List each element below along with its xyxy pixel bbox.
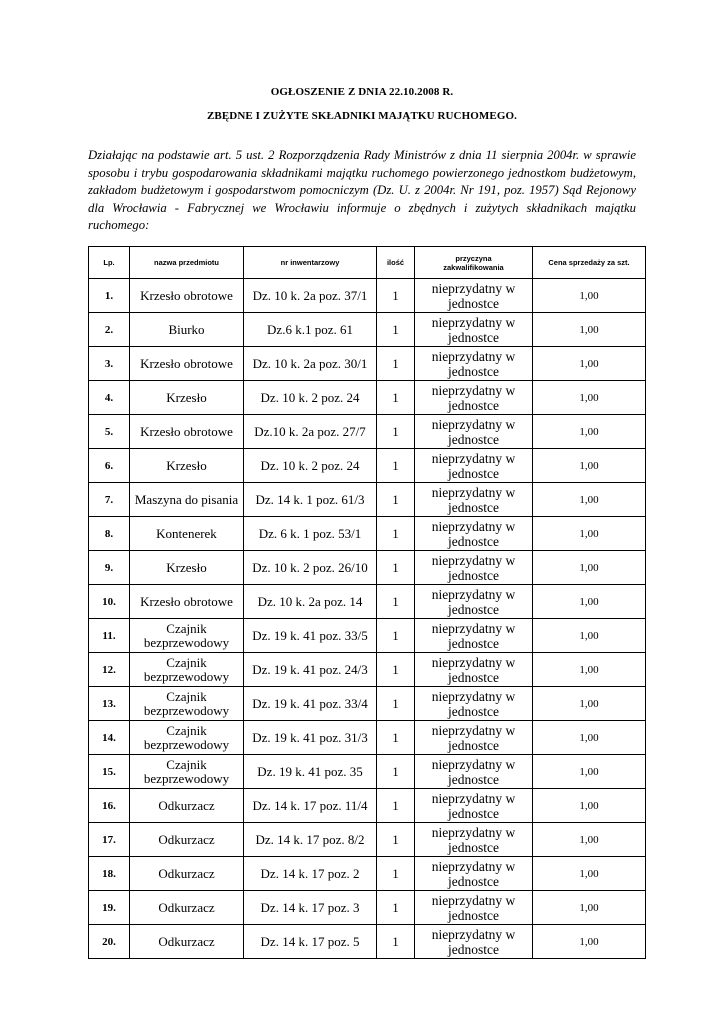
row-number-cell: 16.: [89, 789, 130, 823]
price-cell: 1,00: [533, 721, 646, 755]
reason-cell: nieprzydatny w jednostce: [415, 313, 533, 347]
item-name-cell: Krzesło: [130, 449, 244, 483]
inventory-number-cell: Dz. 19 k. 41 poz. 31/3: [244, 721, 377, 755]
inventory-number-cell: Dz. 10 k. 2 poz. 26/10: [244, 551, 377, 585]
inventory-number-cell: Dz. 14 k. 17 poz. 5: [244, 925, 377, 959]
page-subtitle: ZBĘDNE I ZUŻYTE SKŁADNIKI MAJĄTKU RUCHOMEGO.: [207, 110, 517, 122]
reason-cell: nieprzydatny w jednostce: [415, 891, 533, 925]
item-name-cell: Krzesło obrotowe: [130, 347, 244, 381]
table-row: [89, 857, 646, 891]
col-header-lp: Lp.: [89, 247, 130, 279]
row-number-cell: 8.: [89, 517, 130, 551]
row-number-cell: 19.: [89, 891, 130, 925]
table-row: [89, 347, 646, 381]
price-cell: 1,00: [533, 517, 646, 551]
reason-cell: nieprzydatny w jednostce: [415, 585, 533, 619]
quantity-cell: 1: [377, 279, 415, 313]
price-cell: 1,00: [533, 279, 646, 313]
inventory-number-cell: Dz.6 k.1 poz. 61: [244, 313, 377, 347]
quantity-cell: 1: [377, 483, 415, 517]
row-number-cell: 2.: [89, 313, 130, 347]
reason-cell: nieprzydatny w jednostce: [415, 347, 533, 381]
inventory-number-cell: Dz. 19 k. 41 poz. 33/4: [244, 687, 377, 721]
price-cell: 1,00: [533, 551, 646, 585]
page-title: OGŁOSZENIE Z DNIA 22.10.2008 R.: [270, 86, 454, 98]
row-number-cell: 3.: [89, 347, 130, 381]
quantity-cell: 1: [377, 687, 415, 721]
price-cell: 1,00: [533, 755, 646, 789]
quantity-cell: 1: [377, 891, 415, 925]
reason-cell: nieprzydatny w jednostce: [415, 415, 533, 449]
reason-cell: nieprzydatny w jednostce: [415, 279, 533, 313]
reason-cell: nieprzydatny w jednostce: [415, 857, 533, 891]
row-number-cell: 1.: [89, 279, 130, 313]
table-body: [89, 279, 646, 959]
reason-cell: nieprzydatny w jednostce: [415, 755, 533, 789]
price-cell: 1,00: [533, 619, 646, 653]
col-header-price: Cena sprzedaży za szt.: [533, 247, 646, 279]
item-name-cell: Odkurzacz: [130, 925, 244, 959]
table-row: [89, 721, 646, 755]
table-row: [89, 755, 646, 789]
inventory-number-cell: Dz. 19 k. 41 poz. 35: [244, 755, 377, 789]
row-number-cell: 15.: [89, 755, 130, 789]
item-name-cell: Czajnik bezprzewodowy: [130, 721, 244, 755]
quantity-cell: 1: [377, 619, 415, 653]
quantity-cell: 1: [377, 857, 415, 891]
price-cell: 1,00: [533, 415, 646, 449]
quantity-cell: 1: [377, 925, 415, 959]
inventory-number-cell: Dz. 10 k. 2a poz. 30/1: [244, 347, 377, 381]
reason-cell: nieprzydatny w jednostce: [415, 721, 533, 755]
price-cell: 1,00: [533, 823, 646, 857]
price-cell: 1,00: [533, 313, 646, 347]
table-row: [89, 619, 646, 653]
price-cell: 1,00: [533, 347, 646, 381]
price-cell: 1,00: [533, 925, 646, 959]
reason-cell: nieprzydatny w jednostce: [415, 517, 533, 551]
row-number-cell: 5.: [89, 415, 130, 449]
inventory-number-cell: Dz. 10 k. 2 poz. 24: [244, 449, 377, 483]
row-number-cell: 17.: [89, 823, 130, 857]
item-name-cell: Biurko: [130, 313, 244, 347]
quantity-cell: 1: [377, 823, 415, 857]
item-name-cell: Odkurzacz: [130, 891, 244, 925]
item-name-cell: Czajnik bezprzewodowy: [130, 619, 244, 653]
reason-cell: nieprzydatny w jednostce: [415, 483, 533, 517]
price-cell: 1,00: [533, 687, 646, 721]
table-row: [89, 925, 646, 959]
price-cell: 1,00: [533, 381, 646, 415]
quantity-cell: 1: [377, 721, 415, 755]
intro-paragraph: Działając na podstawie art. 5 ust. 2 Rozporządzenia Rady Ministrów z dnia 11 sierpnia 2004r. w sprawie sposobu i trybu gospodarowania składnikami majątku ruchomego powierzonego jednostkom budżetowym, zakładom budżetowym i gospodarstwom pomocniczym (Dz. U. z 2004r. Nr 191, poz. 1957) Sąd Rejonowy dla Wrocławia - Fabrycznej we Wrocławiu informuje o zbędnych i zużytych składnikach majątku ruchomego:: [88, 148, 636, 232]
item-name-cell: Kontenerek: [130, 517, 244, 551]
col-header-name: nazwa przedmiotu: [130, 247, 244, 279]
table-row: [89, 789, 646, 823]
inventory-number-cell: Dz. 19 k. 41 poz. 24/3: [244, 653, 377, 687]
row-number-cell: 18.: [89, 857, 130, 891]
price-cell: 1,00: [533, 585, 646, 619]
row-number-cell: 14.: [89, 721, 130, 755]
inventory-number-cell: Dz. 19 k. 41 poz. 33/5: [244, 619, 377, 653]
quantity-cell: 1: [377, 381, 415, 415]
row-number-cell: 7.: [89, 483, 130, 517]
table-row: [89, 449, 646, 483]
item-name-cell: Maszyna do pisania: [130, 483, 244, 517]
item-name-cell: Czajnik bezprzewodowy: [130, 687, 244, 721]
table-row: [89, 279, 646, 313]
row-number-cell: 13.: [89, 687, 130, 721]
table-row: [89, 313, 646, 347]
reason-cell: nieprzydatny w jednostce: [415, 653, 533, 687]
table-row: [89, 483, 646, 517]
table-row: [89, 551, 646, 585]
quantity-cell: 1: [377, 585, 415, 619]
price-cell: 1,00: [533, 483, 646, 517]
assets-table: [88, 246, 646, 959]
reason-cell: nieprzydatny w jednostce: [415, 551, 533, 585]
quantity-cell: 1: [377, 755, 415, 789]
reason-cell: nieprzydatny w jednostce: [415, 449, 533, 483]
table-row: [89, 653, 646, 687]
row-number-cell: 10.: [89, 585, 130, 619]
col-header-reason: przyczyna zakwalifikowania: [415, 247, 533, 279]
table-row: [89, 823, 646, 857]
quantity-cell: 1: [377, 653, 415, 687]
inventory-number-cell: Dz. 10 k. 2a poz. 37/1: [244, 279, 377, 313]
table-row: [89, 891, 646, 925]
quantity-cell: 1: [377, 449, 415, 483]
inventory-number-cell: Dz. 14 k. 17 poz. 3: [244, 891, 377, 925]
row-number-cell: 11.: [89, 619, 130, 653]
item-name-cell: Krzesło obrotowe: [130, 585, 244, 619]
inventory-number-cell: Dz. 10 k. 2 poz. 24: [244, 381, 377, 415]
inventory-number-cell: Dz. 14 k. 17 poz. 11/4: [244, 789, 377, 823]
item-name-cell: Czajnik bezprzewodowy: [130, 653, 244, 687]
price-cell: 1,00: [533, 891, 646, 925]
row-number-cell: 20.: [89, 925, 130, 959]
col-header-quantity: ilość: [377, 247, 415, 279]
quantity-cell: 1: [377, 415, 415, 449]
inventory-number-cell: Dz. 6 k. 1 poz. 53/1: [244, 517, 377, 551]
reason-cell: nieprzydatny w jednostce: [415, 925, 533, 959]
price-cell: 1,00: [533, 449, 646, 483]
price-cell: 1,00: [533, 653, 646, 687]
inventory-number-cell: Dz. 14 k. 17 poz. 2: [244, 857, 377, 891]
item-name-cell: Czajnik bezprzewodowy: [130, 755, 244, 789]
quantity-cell: 1: [377, 789, 415, 823]
item-name-cell: Krzesło obrotowe: [130, 415, 244, 449]
reason-cell: nieprzydatny w jednostce: [415, 823, 533, 857]
quantity-cell: 1: [377, 517, 415, 551]
item-name-cell: Odkurzacz: [130, 823, 244, 857]
quantity-cell: 1: [377, 551, 415, 585]
row-number-cell: 4.: [89, 381, 130, 415]
price-cell: 1,00: [533, 789, 646, 823]
inventory-number-cell: Dz.10 k. 2a poz. 27/7: [244, 415, 377, 449]
row-number-cell: 12.: [89, 653, 130, 687]
item-name-cell: Krzesło: [130, 381, 244, 415]
price-cell: 1,00: [533, 857, 646, 891]
item-name-cell: Krzesło: [130, 551, 244, 585]
reason-cell: nieprzydatny w jednostce: [415, 789, 533, 823]
inventory-number-cell: Dz. 10 k. 2a poz. 14: [244, 585, 377, 619]
reason-cell: nieprzydatny w jednostce: [415, 381, 533, 415]
table-header-row: [89, 247, 646, 279]
reason-cell: nieprzydatny w jednostce: [415, 687, 533, 721]
col-header-inventory: nr inwentarzowy: [244, 247, 377, 279]
table-row: [89, 585, 646, 619]
table-row: [89, 381, 646, 415]
reason-cell: nieprzydatny w jednostce: [415, 619, 533, 653]
inventory-number-cell: Dz. 14 k. 17 poz. 8/2: [244, 823, 377, 857]
table-row: [89, 517, 646, 551]
item-name-cell: Odkurzacz: [130, 789, 244, 823]
quantity-cell: 1: [377, 313, 415, 347]
inventory-number-cell: Dz. 14 k. 1 poz. 61/3: [244, 483, 377, 517]
item-name-cell: Odkurzacz: [130, 857, 244, 891]
row-number-cell: 6.: [89, 449, 130, 483]
table-row: [89, 415, 646, 449]
table-row: [89, 687, 646, 721]
quantity-cell: 1: [377, 347, 415, 381]
item-name-cell: Krzesło obrotowe: [130, 279, 244, 313]
row-number-cell: 9.: [89, 551, 130, 585]
